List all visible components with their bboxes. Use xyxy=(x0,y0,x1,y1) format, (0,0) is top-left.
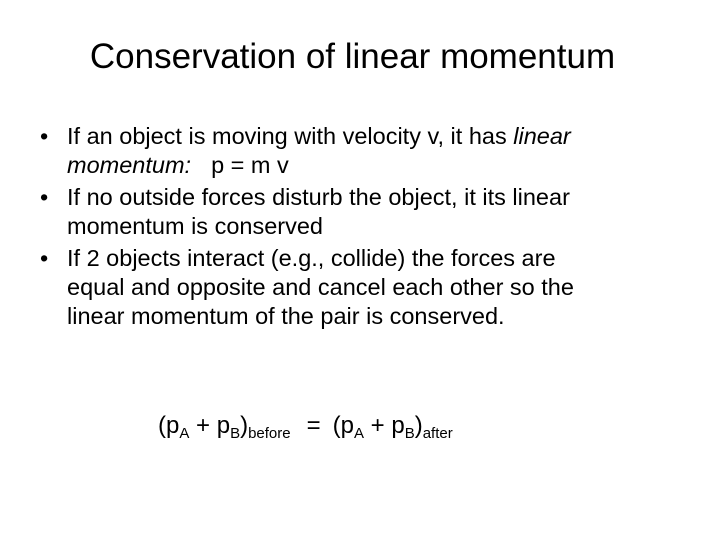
bullet-line: If 2 objects interact (e.g., collide) the forces are xyxy=(67,245,556,271)
eq-plus-before: + p xyxy=(189,412,231,439)
bullet-icon: • xyxy=(40,123,49,149)
bullet-list xyxy=(40,122,680,334)
bullet-line: If no outside forces disturb the object, it its linear xyxy=(67,184,570,210)
eq-close-paren-before: ) xyxy=(240,412,249,439)
momentum-formula: p = m v xyxy=(211,152,289,178)
bullet-italic-term: momentum: xyxy=(67,152,192,178)
eq-sub-b-after: B xyxy=(404,425,415,442)
eq-open-paren-before: (p xyxy=(158,412,180,439)
bullet-item-velocity xyxy=(40,122,680,180)
eq-sub-a-before: A xyxy=(179,425,190,442)
eq-sub-b-before: B xyxy=(230,425,241,442)
bullet-icon: • xyxy=(40,245,49,271)
bullet-line xyxy=(67,151,680,180)
eq-open-paren-after: (p xyxy=(332,412,354,439)
eq-close-paren-after: ) xyxy=(414,412,423,439)
slide-title: Conservation of linear momentum xyxy=(89,37,616,76)
momentum-equation xyxy=(158,410,453,445)
bullet-item-interaction xyxy=(40,244,680,331)
eq-sub-a-after: A xyxy=(353,425,364,442)
bullet-text: If an object is moving with velocity v, it has xyxy=(67,123,514,149)
eq-plus-after: + p xyxy=(364,412,405,439)
bullet-line: equal and opposite and cancel each other so the xyxy=(67,274,574,300)
eq-equals-sign: = xyxy=(306,412,321,439)
bullet-line: momentum is conserved xyxy=(67,213,323,239)
bullet-item-outside-forces xyxy=(40,183,680,241)
bullet-line xyxy=(67,122,680,151)
bullet-icon: • xyxy=(40,184,49,210)
eq-sub-before: before xyxy=(248,425,291,442)
bullet-italic-term: linear xyxy=(513,123,571,149)
bullet-line: linear momentum of the pair is conserved. xyxy=(67,303,505,329)
eq-sub-after: after xyxy=(422,425,453,442)
